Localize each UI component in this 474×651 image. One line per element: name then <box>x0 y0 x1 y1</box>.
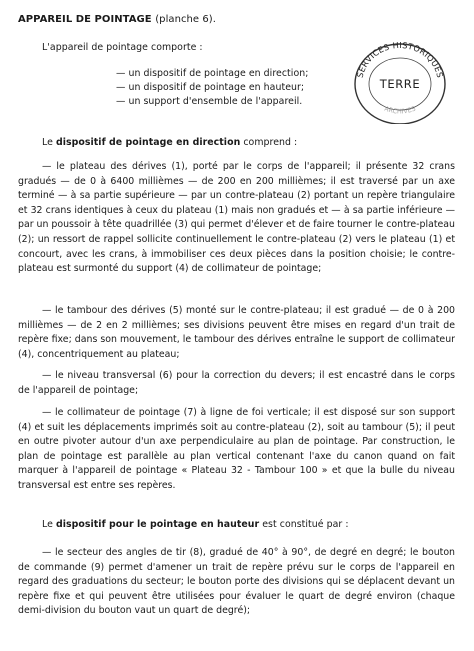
paragraph: — le plateau des dérives (1), porté par le corps de l'appareil; il présente 32 crans gradués — de 0 à 6400 millièmes — de 200 en 200 millièmes; il est traversé par un axe terminé — à sa partie supérieure — par un contre-plateau (2) portant un repère triangulaire et 32 crans identiques à ceux du plateau (1) mais non gradués et — à sa partie inférieure — par un poussoir à tête quadrillée (3) qui permet d'élever et de faire tourner le contre-plateau (2); un ressort de rappel sollicite continuellement le contre-plateau (2) vers le plateau (1) et concourt, avec les crans, à immobiliser ces deux pièces dans la position choisie; le contre-plateau est surmonté du support (4) de collimateur de pointage; <box>18 161 455 275</box>
stamp-top-text: SERVICES HISTORIQUES <box>354 39 446 79</box>
stamp-center-text: TERRE <box>379 77 421 91</box>
section-bold-term: dispositif de pointage en direction <box>55 137 241 148</box>
heading-subtitle: (planche 6). <box>155 14 216 25</box>
intro-text: L'appareil de pointage comporte : <box>42 42 203 53</box>
paragraph: — le collimateur de pointage (7) à ligne de foi verticale; il est disposé sur son support (4) et suit les déplacements imprimés soit au contre-plateau (2), soit au tambour (5); il peut en outre pivoter autour d'un axe perpendiculaire au plan de pointage. Par construction, le plan de pointage est parallèle au plan vertical contenant l'axe du canon quand on fait marquer à l'appareil de pointage « Plateau 32 - Tambour 100 » et que la bulle du niveau transversal est entre ses repères. <box>18 407 455 491</box>
heading-title: APPAREIL DE POINTAGE <box>18 14 152 25</box>
section-direction-title <box>42 137 297 148</box>
svg-text:ARCHIVES <box>383 105 416 116</box>
section-heading <box>18 14 216 25</box>
section-lead: Le <box>42 519 53 530</box>
section-tail: est constitué par : <box>262 519 349 530</box>
paragraph: — le secteur des angles de tir (8), gradué de 40° à 90°, de degré en degré; le bouton de commande (9) permet d'amener un trait de repère prévu sur le corps de l'appareil en regard des graduations du secteur; le bouton porte des divisions qui se déplacent devant un repère fixe et qui peuvent être utilisées pour évaluer le quart de degré environ (chaque demi-division du bouton vaut un quart de degré); <box>18 547 455 617</box>
section-hauteur-title <box>42 519 349 530</box>
archive-stamp <box>352 38 448 124</box>
section-bold-term: dispositif pour le pointage en hauteur <box>55 519 260 530</box>
component-item: — un dispositif de pointage en direction; <box>116 68 309 79</box>
section-lead: Le <box>42 137 53 148</box>
section-tail: comprend : <box>243 137 298 148</box>
stamp-bottom-text: ARCHIVES <box>383 104 417 116</box>
component-item: — un support d'ensemble de l'appareil. <box>116 96 303 107</box>
component-item: — un dispositif de pointage en hauteur; <box>116 82 305 93</box>
paragraph: — le niveau transversal (6) pour la correction du devers; il est encastré dans le corps de l'appareil de pointage; <box>18 370 455 396</box>
paragraph: — le tambour des dérives (5) monté sur le contre-plateau; il est gradué — de 0 à 200 millièmes — de 2 en 2 millièmes; ses divisions peuvent être mises en regard d'un trait de repère fixe; dans son mouvement, le tambour des dérives entraîne le support de collimateur (4), concentriquement au plateau; <box>18 305 455 360</box>
svg-text:SERVICES HISTORIQUES <box>355 40 446 79</box>
